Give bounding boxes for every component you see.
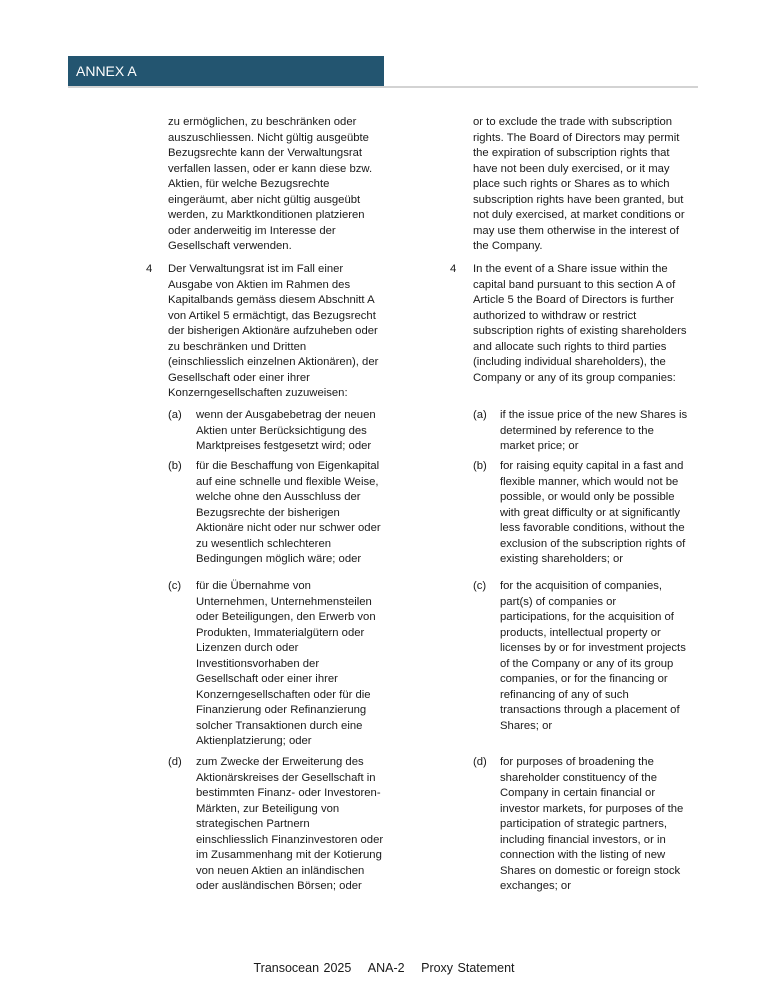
text-line: investor markets, for purposes of the — [500, 802, 684, 815]
text-line: Unternehmen, Unternehmensteilen — [196, 595, 372, 608]
text-line: strategischen Partnern — [196, 818, 310, 830]
en-subitem-paragraph — [500, 579, 686, 734]
text-line: products, intellectual property or — [500, 626, 661, 639]
text-line: zu wesentlich schlechteren — [196, 537, 332, 550]
de-subitem-paragraph — [196, 408, 376, 455]
footer-company: Transocean 2025 — [253, 961, 352, 975]
text-line: (including individual shareholders), the — [473, 356, 666, 368]
text-line: refinancing of any of such — [500, 688, 629, 701]
text-line: Gesellschaft oder einer ihrer — [168, 371, 310, 384]
de-subitem-paragraph — [196, 579, 376, 750]
text-line: may use them otherwise in the interest of — [473, 224, 679, 237]
text-line: Lizenzen durch oder — [196, 642, 299, 654]
text-line: the Company. — [473, 240, 543, 252]
en-subitem-label: (a) — [473, 409, 487, 421]
text-line: Konzerngesellschaften zuzuweisen: — [168, 387, 348, 399]
text-line: possible, or would only be possible — [500, 491, 675, 503]
text-line: im Zusammenhang mit der Kotierung — [196, 849, 382, 861]
footer-doc-title: Proxy Statement — [421, 961, 515, 975]
text-line: Company in certain financial or — [500, 787, 656, 799]
text-line: capital band pursuant to this section A of — [473, 278, 676, 291]
text-line: Aktionärskreises der Gesellschaft in — [196, 771, 376, 784]
text-line: oder Beteiligungen, den Erwerb von — [196, 611, 376, 623]
de-intro-paragraph — [168, 115, 372, 255]
text-line: bestimmten Finanz- oder Investoren- — [196, 787, 381, 799]
text-line: für die Übernahme von — [196, 580, 311, 592]
text-line: shareholder constituency of the — [500, 771, 657, 784]
annex-header — [68, 56, 384, 86]
text-line: verfallen lassen, oder er kann diese bzw. — [168, 162, 373, 175]
text-line: if the issue price of the new Shares is — [500, 409, 688, 421]
text-line: Shares on domestic or foreign stock — [500, 864, 681, 877]
text-line: have not been duly exercised, or it may — [473, 162, 670, 175]
text-line: subscription rights have been granted, but — [473, 193, 684, 206]
text-line: companies, or for the financing or — [500, 673, 668, 685]
text-line: wenn der Ausgabebetrag der neuen — [196, 409, 376, 421]
de-subitem-paragraph — [196, 459, 381, 568]
text-line: werden, zu Marktkonditionen platzieren — [168, 209, 365, 221]
text-line: von neuen Aktien an inländischen — [196, 864, 365, 877]
text-line: subscription rights of existing shareholders — [473, 325, 687, 337]
text-line: oder ausländischen Börsen; oder — [196, 880, 362, 892]
text-line: Shares; or — [500, 719, 553, 732]
en-subitem-label: (b) — [473, 460, 487, 472]
text-line: Ausgabe von Aktien im Rahmen des — [168, 278, 351, 291]
annex-title: ANNEX A — [76, 63, 137, 79]
text-line: Company or any of its group companies: — [473, 371, 676, 384]
text-line: with great difficulty or at significantly — [500, 506, 680, 519]
text-line: market price; or — [500, 440, 579, 452]
text-line: einschliesslich Finanzinvestoren oder — [196, 833, 384, 846]
text-line: oder anderweitig im Interesse der — [168, 224, 336, 237]
text-line: Aktien unter Berücksichtigung des — [196, 424, 367, 437]
text-line: für die Beschaffung von Eigenkapital — [196, 460, 380, 472]
text-line: der bisherigen Aktionäre aufzuheben oder — [168, 325, 378, 337]
text-line: Article 5 the Board of Directors is further — [473, 294, 674, 306]
text-line: rights. The Board of Directors may permit — [473, 131, 680, 144]
header-rule — [68, 86, 698, 88]
text-line: Aktien, für welche Bezugsrechte — [168, 178, 330, 190]
text-line: Investitionsvorhaben der — [196, 657, 320, 670]
text-line: Gesellschaft verwenden. — [168, 240, 292, 252]
text-line: for purposes of broadening the — [500, 756, 654, 768]
text-line: Marktpreises festgesetzt wird; oder — [196, 440, 372, 452]
text-line: authorized to withdraw or restrict — [473, 309, 637, 322]
text-line: place such rights or Shares as to which — [473, 178, 670, 190]
de-item-4-number: 4 — [146, 263, 153, 275]
text-line: Gesellschaft oder einer ihrer — [196, 673, 338, 685]
footer-page-number: ANA-2 — [367, 961, 405, 975]
text-line: Bezugsrechte der bisherigen — [196, 506, 340, 519]
text-line: Bezugsrechte kann der Verwaltungsrat — [168, 147, 363, 159]
de-subitem-label: (c) — [168, 580, 182, 592]
en-item-4-number: 4 — [450, 263, 457, 275]
de-subitem-label: (d) — [168, 756, 182, 768]
text-line: transactions through a placement of — [500, 704, 680, 716]
de-item-4-paragraph — [168, 262, 378, 402]
text-line: Bedingungen möglich wäre; oder — [196, 553, 362, 565]
en-subitem-label: (c) — [473, 580, 487, 592]
en-subitem-paragraph — [500, 408, 687, 455]
text-line: exchanges; or — [500, 880, 571, 892]
text-line: eingeräumt, aber nicht gültig ausgeübt — [168, 193, 361, 206]
text-line: part(s) of companies or — [500, 595, 617, 608]
text-line: zu beschränken und Dritten — [168, 340, 307, 353]
text-line: Konzerngesellschaften oder für die — [196, 688, 371, 701]
text-line: Der Verwaltungsrat ist im Fall einer — [168, 263, 344, 275]
text-line: auf eine schnelle und flexible Weise, — [196, 475, 379, 488]
en-subitem-label: (d) — [473, 756, 487, 768]
text-line: of the Company or any of its group — [500, 657, 674, 670]
text-line: including financial investors, or in — [500, 833, 666, 846]
text-line: for the acquisition of companies, — [500, 580, 663, 592]
text-line: determined by reference to the — [500, 424, 654, 437]
text-line: not duly exercised, at market conditions or — [473, 209, 685, 221]
text-line: auszuschliessen. Nicht gültig ausgeübte — [168, 131, 369, 144]
text-line: (einschliesslich einzelnen Aktionären), der — [168, 356, 379, 368]
text-line: connection with the listing of new — [500, 849, 666, 861]
text-line: participation of strategic partners, — [500, 818, 668, 830]
text-line: Aktionäre nicht oder nur schwer oder — [196, 522, 381, 534]
text-line: less favorable conditions, without the — [500, 522, 685, 534]
text-line: or to exclude the trade with subscription — [473, 116, 673, 128]
text-line: and allocate such rights to third parties — [473, 340, 667, 353]
text-line: the expiration of subscription rights that — [473, 147, 670, 159]
en-subitem-paragraph — [500, 459, 685, 568]
en-subitem-paragraph — [500, 755, 683, 895]
text-line: flexible manner, which would not be — [500, 475, 679, 488]
text-line: participations, for the acquisition of — [500, 611, 674, 623]
en-item-4-paragraph — [473, 262, 687, 386]
text-line: In the event of a Share issue within the — [473, 263, 668, 275]
text-line: solcher Transaktionen durch eine — [196, 719, 363, 732]
text-line: Aktienplatzierung; oder — [196, 735, 312, 747]
text-line: for raising equity capital in a fast and — [500, 460, 684, 472]
text-line: von Artikel 5 ermächtigt, das Bezugsrecht — [168, 309, 376, 322]
de-subitem-label: (b) — [168, 460, 182, 472]
text-line: Finanzierung oder Refinanzierung — [196, 704, 367, 716]
text-line: zum Zwecke der Erweiterung des — [196, 756, 364, 768]
text-line: welche ohne den Ausschluss der — [196, 491, 361, 503]
text-line: exclusion of the subscription rights of — [500, 537, 686, 550]
de-subitem-label: (a) — [168, 409, 182, 421]
text-line: zu ermöglichen, zu beschränken oder — [168, 116, 357, 128]
text-line: existing shareholders; or — [500, 553, 624, 565]
text-line: Märkten, zur Beteiligung von — [196, 802, 340, 815]
page-footer — [0, 961, 768, 975]
text-line: Kapitalbands gemäss diesem Abschnitt A — [168, 294, 375, 306]
en-intro-paragraph — [473, 115, 685, 255]
text-line: licenses by or for investment projects — [500, 642, 686, 654]
de-subitem-paragraph — [196, 755, 383, 895]
text-line: Produkten, Immaterialgütern oder — [196, 626, 365, 639]
